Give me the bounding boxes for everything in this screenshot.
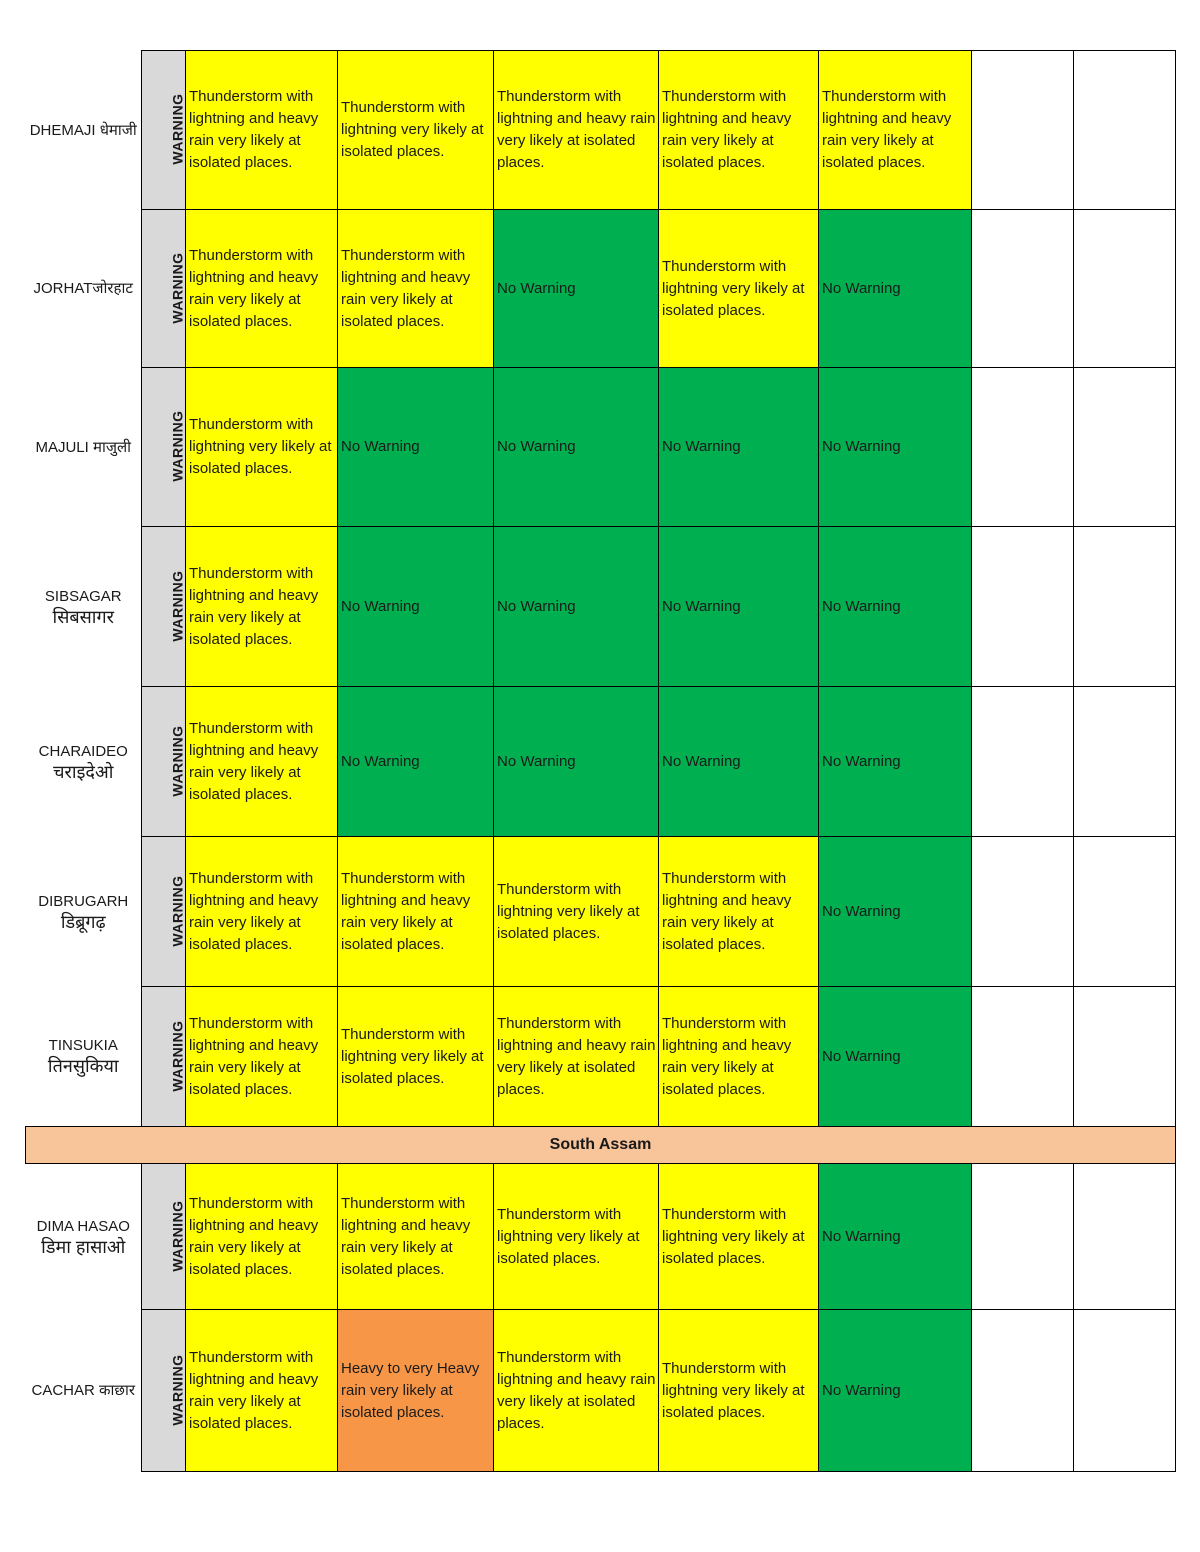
region-header-row — [26, 1127, 1176, 1164]
forecast-cell-day-5: No Warning — [819, 687, 972, 837]
forecast-cell-day-5: No Warning — [819, 210, 972, 368]
warning-label: WARNING — [169, 93, 186, 165]
warning-label: WARNING — [169, 874, 186, 947]
district-name — [26, 51, 142, 210]
region-title: South Assam — [26, 1127, 1176, 1164]
warning-label: WARNING — [169, 1353, 186, 1426]
district-name — [26, 987, 142, 1127]
empty-cell — [972, 1164, 1074, 1310]
forecast-cell-day-2: Thunderstorm with lightning and heavy rain very likely at isolated places. — [338, 1164, 494, 1310]
warning-label-cell — [142, 368, 186, 527]
empty-cell — [972, 837, 1074, 987]
forecast-cell-day-5: No Warning — [819, 368, 972, 527]
warning-label: WARNING — [169, 1199, 186, 1272]
district-name-hindi: चराइदेओ — [53, 761, 114, 782]
forecast-cell-day-4: Thunderstorm with lightning very likely at isolated places. — [659, 1310, 819, 1472]
forecast-cell-day-3: No Warning — [494, 368, 659, 527]
empty-cell — [972, 210, 1074, 368]
district-name-hindi: सिबसागर — [52, 606, 114, 627]
forecast-cell-day-3: No Warning — [494, 210, 659, 368]
district-row — [26, 987, 1176, 1127]
forecast-cell-day-3: No Warning — [494, 687, 659, 837]
district-name-hindi: डिब्रूगढ़ — [60, 911, 106, 932]
district-row — [26, 1310, 1176, 1472]
district-row — [26, 837, 1176, 987]
district-row — [26, 368, 1176, 527]
forecast-cell-day-3: Thunderstorm with lightning and heavy rain very likely at isolated places. — [494, 51, 659, 210]
warning-label-cell — [142, 1164, 186, 1310]
forecast-cell-day-4: No Warning — [659, 687, 819, 837]
forecast-cell-day-4: No Warning — [659, 527, 819, 687]
district-row — [26, 1164, 1176, 1310]
district-name — [26, 837, 142, 987]
district-name — [26, 1310, 142, 1472]
forecast-cell-day-2: Heavy to very Heavy rain very likely at isolated places. — [338, 1310, 494, 1472]
district-name — [26, 687, 142, 837]
empty-cell — [972, 527, 1074, 687]
warning-label-cell — [142, 987, 186, 1127]
district-name-text: MAJULI माजुली — [35, 438, 132, 456]
forecast-cell-day-5: No Warning — [819, 1310, 972, 1472]
empty-cell — [1074, 368, 1176, 527]
empty-cell — [1074, 687, 1176, 837]
forecast-cell-day-4: Thunderstorm with lightning very likely at isolated places. — [659, 1164, 819, 1310]
district-name — [26, 368, 142, 527]
empty-cell — [972, 1310, 1074, 1472]
forecast-cell-day-1: Thunderstorm with lightning and heavy rain very likely at isolated places. — [186, 51, 338, 210]
district-name-text: CHARAIDEO — [38, 742, 128, 760]
forecast-cell-day-2: Thunderstorm with lightning and heavy rain very likely at isolated places. — [338, 210, 494, 368]
district-name-hindi: डिमा हासाओ — [41, 1236, 126, 1257]
district-name — [26, 1164, 142, 1310]
forecast-cell-day-1: Thunderstorm with lightning very likely at isolated places. — [186, 368, 338, 527]
forecast-cell-day-5: No Warning — [819, 987, 972, 1127]
district-row — [26, 527, 1176, 687]
forecast-cell-day-3: Thunderstorm with lightning and heavy rain very likely at isolated places. — [494, 1310, 659, 1472]
warning-label-cell — [142, 1310, 186, 1472]
empty-cell — [972, 368, 1074, 527]
warning-label-cell — [142, 210, 186, 368]
district-name-text: DIMA HASAO — [36, 1217, 130, 1235]
forecast-cell-day-2: No Warning — [338, 368, 494, 527]
forecast-cell-day-1: Thunderstorm with lightning and heavy rain very likely at isolated places. — [186, 837, 338, 987]
warning-label-cell — [142, 51, 186, 210]
forecast-cell-day-3: No Warning — [494, 527, 659, 687]
district-name-text: JORHATजोरहाट — [33, 280, 133, 297]
empty-cell — [972, 687, 1074, 837]
district-name-text: TINSUKIA — [48, 1037, 118, 1055]
empty-cell — [1074, 51, 1176, 210]
warning-label-cell — [142, 837, 186, 987]
forecast-cell-day-2: Thunderstorm with lightning very likely at isolated places. — [338, 987, 494, 1127]
forecast-cell-day-4: Thunderstorm with lightning and heavy rain very likely at isolated places. — [659, 837, 819, 987]
forecast-cell-day-5: Thunderstorm with lightning and heavy rain very likely at isolated places. — [819, 51, 972, 210]
district-name-text: DIBRUGARH — [38, 892, 129, 910]
district-name — [26, 210, 142, 368]
forecast-cell-day-5: No Warning — [819, 527, 972, 687]
warning-label: WARNING — [169, 410, 186, 482]
warning-label: WARNING — [169, 569, 186, 642]
empty-cell — [972, 51, 1074, 210]
warning-label: WARNING — [169, 724, 186, 797]
forecast-cell-day-2: No Warning — [338, 527, 494, 687]
empty-cell — [1074, 987, 1176, 1127]
district-warning-table — [25, 50, 1176, 1472]
forecast-cell-day-4: No Warning — [659, 368, 819, 527]
forecast-cell-day-2: Thunderstorm with lightning very likely at isolated places. — [338, 51, 494, 210]
district-row — [26, 687, 1176, 837]
forecast-cell-day-1: Thunderstorm with lightning and heavy rain very likely at isolated places. — [186, 1164, 338, 1310]
forecast-cell-day-2: Thunderstorm with lightning and heavy rain very likely at isolated places. — [338, 837, 494, 987]
forecast-cell-day-5: No Warning — [819, 837, 972, 987]
empty-cell — [1074, 210, 1176, 368]
forecast-cell-day-3: Thunderstorm with lightning very likely at isolated places. — [494, 837, 659, 987]
district-name-text: CACHAR काछार — [31, 1382, 135, 1399]
empty-cell — [972, 987, 1074, 1127]
forecast-cell-day-1: Thunderstorm with lightning and heavy rain very likely at isolated places. — [186, 687, 338, 837]
forecast-cell-day-1: Thunderstorm with lightning and heavy rain very likely at isolated places. — [186, 527, 338, 687]
warning-label-cell — [142, 687, 186, 837]
district-row — [26, 210, 1176, 368]
district-row — [26, 51, 1176, 210]
forecast-cell-day-4: Thunderstorm with lightning and heavy rain very likely at isolated places. — [659, 51, 819, 210]
district-name — [26, 527, 142, 687]
forecast-cell-day-3: Thunderstorm with lightning very likely at isolated places. — [494, 1164, 659, 1310]
forecast-cell-day-4: Thunderstorm with lightning and heavy rain very likely at isolated places. — [659, 987, 819, 1127]
empty-cell — [1074, 1310, 1176, 1472]
empty-cell — [1074, 837, 1176, 987]
empty-cell — [1074, 1164, 1176, 1310]
forecast-cell-day-1: Thunderstorm with lightning and heavy rain very likely at isolated places. — [186, 987, 338, 1127]
forecast-cell-day-4: Thunderstorm with lightning very likely at isolated places. — [659, 210, 819, 368]
empty-cell — [1074, 527, 1176, 687]
forecast-cell-day-1: Thunderstorm with lightning and heavy rain very likely at isolated places. — [186, 1310, 338, 1472]
forecast-cell-day-1: Thunderstorm with lightning and heavy rain very likely at isolated places. — [186, 210, 338, 368]
district-name-hindi: तिनसुकिया — [47, 1056, 119, 1077]
warning-label: WARNING — [169, 251, 186, 324]
warning-label: WARNING — [169, 1019, 186, 1092]
warning-label-cell — [142, 527, 186, 687]
district-name-text: SIBSAGAR — [44, 587, 122, 605]
forecast-cell-day-5: No Warning — [819, 1164, 972, 1310]
district-name-text: DHEMAJI धेमाजी — [29, 121, 137, 139]
forecast-cell-day-3: Thunderstorm with lightning and heavy rain very likely at isolated places. — [494, 987, 659, 1127]
forecast-cell-day-2: No Warning — [338, 687, 494, 837]
